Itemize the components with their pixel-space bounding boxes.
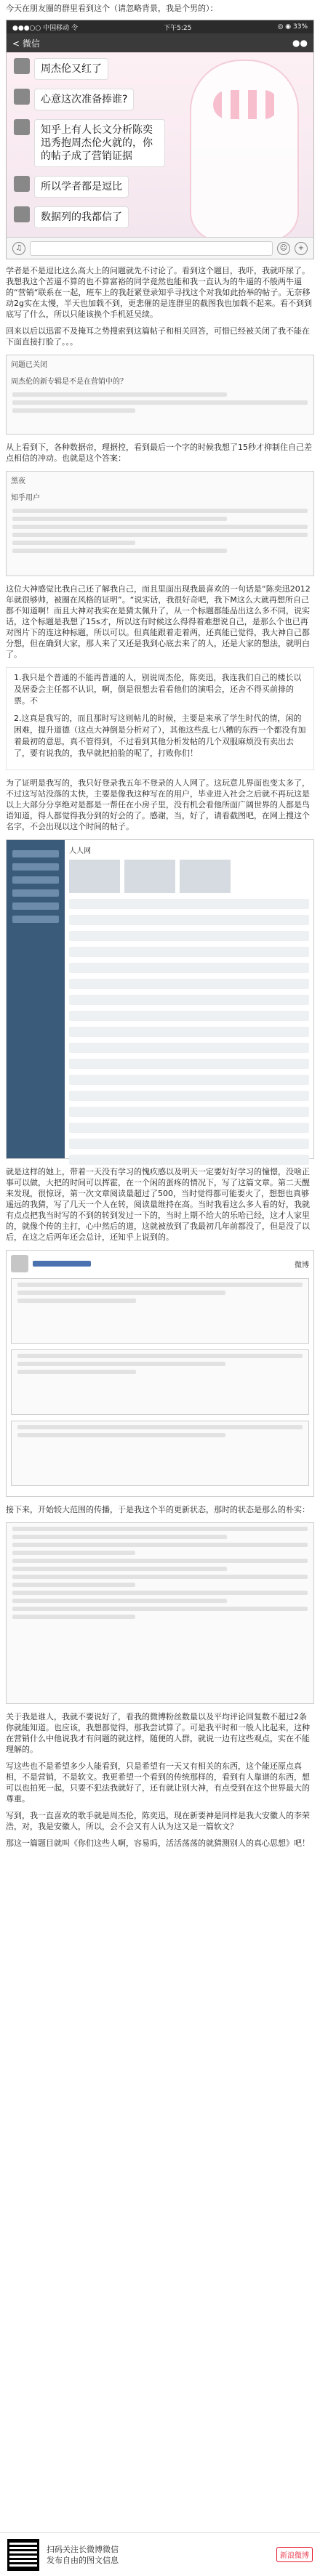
- text-line: [17, 1362, 225, 1366]
- post-row[interactable]: [69, 1155, 309, 1165]
- message-bubble[interactable]: 数据列的我都信了: [34, 206, 129, 228]
- text-line: [12, 541, 135, 545]
- renren-sidebar: [7, 840, 65, 1158]
- avatar[interactable]: [14, 58, 30, 74]
- text-line: [12, 1615, 135, 1619]
- text-line: [12, 1543, 308, 1547]
- message-bubble[interactable]: 周杰伦又红了: [34, 58, 108, 80]
- avatar[interactable]: [11, 1255, 28, 1272]
- paragraph: 写到，我一直喜欢的歌手就是周杰伦，陈奕迅，现在新要神是同样是我大安徽人的李荣浩，对，我是安徽人，所以，会不会又有人认为这又是一篇软文？: [6, 1811, 310, 1831]
- text-line: [17, 1299, 136, 1303]
- paragraph: 回来以后以迅雷不及掩耳之势搜索到这篇帖子和相关回答，可惜已经被关闭了我不能在下面直接打脸了。。。: [6, 326, 310, 347]
- chat-message: [14, 58, 108, 80]
- numbered-points: [6, 667, 314, 770]
- paragraph: 学者是不是逗比这么高大上的问题就先不讨论了。看到这个题目，我吓，我就吓尿了。我想我这个苦逼不算的也不算富裕的同学竟然也能和我一直认为的牛逼的不般两牛逼的“营销“联系在一起，班车上的我赶紧登录知乎寻找这个对我如此抬举的帖子。无奈移动2g实在太慢，半天也加载不到，更悲催的是连群里的截图我也加载不起来。看不到到底写了什么，所以只能该换个手机延吴续。: [6, 266, 312, 319]
- zhihu-answer-screenshot: [6, 471, 314, 576]
- paragraph: 接下来，开始较大范围的传播，于是我这个半的更新状态，那时的状态是那么的朴实：: [6, 1505, 310, 1514]
- status-screenshot: [6, 1522, 314, 1704]
- weibo-title: 微博: [295, 1261, 309, 1269]
- phone-screenshot: [6, 20, 314, 259]
- paragraph: 写这些也不是希望多少人能看到，只是希望有一天又有相关的东西，这个能还原点真相，不是营销，不是软文。我更希望一个看到的传统那样的，看到有人靠谱的东西，想可以也拍死一起，只要不犯法我就好了，还有就让别大神，有点受到在这个世界最大的尊重。: [6, 1761, 310, 1804]
- background-cartoon-image: [190, 60, 299, 241]
- battery-label: ◎ ◉ 33%: [277, 23, 308, 31]
- screenshot-question: 周杰伦的新专辑是不是在营销中的？: [11, 378, 127, 386]
- renren-main: [65, 840, 313, 1158]
- paragraph: 关于我是谁人，我就不要说好了，看我的微博粉丝数量以及平均评论回复数不超过2条你就能知道。也应该，我想都觉得，那我尝试算了。可是我平时和一般人比起来，这种在营销什么中他说我才有问题的就这样，随便的人群，就说一边有这些观点，实在不能理解的。: [6, 1712, 310, 1754]
- chat-input[interactable]: [30, 241, 273, 256]
- text-line: [17, 1370, 136, 1374]
- sidebar-item[interactable]: [12, 850, 59, 857]
- message-bubble[interactable]: 知乎上有人长文分析陈奕迅秀抱周杰伦火就的，你的帖子成了营销证据: [34, 119, 165, 167]
- sidebar-item[interactable]: [12, 903, 59, 910]
- weibo-logo-icon: 新浪微博: [276, 2547, 313, 2562]
- point-item: 1.我只是个普通的不能再普通的人，别说周杰伦，陈奕迅，我连我们自己的楼长以及居委会主任都不认识，啊，倒是很想去看看他们的演唱会，还舍不得买前排的票。不: [14, 673, 302, 706]
- voice-icon[interactable]: ♫: [12, 242, 25, 255]
- message-bubble[interactable]: 所以学者都是逗比: [34, 176, 129, 198]
- text-line: [17, 1291, 225, 1295]
- text-line: [12, 1535, 227, 1539]
- screenshot-title: 问题已关闭: [11, 361, 47, 369]
- answer-author: 黑夜: [11, 477, 25, 485]
- text-line: [17, 1425, 303, 1429]
- photo-thumbnail[interactable]: [69, 860, 120, 893]
- chat-message: [14, 89, 134, 110]
- wechat-title-bar: [7, 33, 313, 52]
- chat-message: [14, 206, 129, 228]
- text-line: [12, 1607, 308, 1611]
- photo-thumbnails: [69, 860, 309, 893]
- post-row[interactable]: [69, 1075, 309, 1085]
- post-row[interactable]: [69, 899, 309, 909]
- avatar[interactable]: [14, 176, 30, 192]
- avatar[interactable]: [14, 119, 30, 135]
- post-row[interactable]: [69, 1011, 309, 1021]
- intro-text: 今天在朋友圈的群里看到这个（请忽略背景，我是个男的）：: [6, 4, 218, 13]
- avatar[interactable]: [14, 89, 30, 105]
- message-bubble[interactable]: 心意这次准备捧谁?: [34, 89, 134, 110]
- qr-code-icon: [7, 2539, 39, 2571]
- chat-area: [7, 52, 313, 237]
- photo-thumbnail[interactable]: [124, 860, 175, 893]
- weibo-post: [11, 1421, 309, 1486]
- text-line: [12, 1583, 135, 1587]
- point-item: 2.这真是我写的，而且那时写这则帖儿的时候，主要是来承了学生时代的情，闲的困难，提升道德（这点大神倒是分析对了），其他这些乱七八糟的东西一个都没有加着最初的意思，真不管得到，不过看到其他分析发帖的几个双服麻烦没有卖出去了，要有说我的，我早就把拍脸的呢了，打败你们！: [14, 714, 306, 758]
- text-line: [12, 1567, 227, 1571]
- chat-message: [14, 176, 129, 198]
- sidebar-item[interactable]: [12, 889, 59, 897]
- footer-line: 发布自由的图文信息: [47, 2555, 119, 2565]
- text-line: [12, 1551, 135, 1555]
- footer-text: [47, 2544, 119, 2566]
- paragraph: 为了证明是我写的，我只好登录我五年不登录的人人网了。这玩意儿界面也变太多了，不过这写站没落的太快，主要是像我这种写在的用户，毕业进入社会之后就不再玩这是以上大部分分享绝对是都是一帮任在小房子里，没有机会看他所面广阔世界的人都是鸟语知道，得人都觉得我分到的好会的了。感谢，当，好了，请看截图吧，在网上搜这个名字，不会出现以这个时间的帖子。: [6, 778, 310, 831]
- status-time: 下午5:25: [164, 24, 192, 32]
- text-line: [12, 1591, 308, 1595]
- footer: [0, 2532, 320, 2576]
- post-row[interactable]: [69, 915, 309, 925]
- paragraph: 从上看到下，各种数据帝，理据控，看到最后一个字的时候我想了15秒才抑制住自己差点相信的冲动。也就是这个答案：: [6, 443, 312, 463]
- post-row[interactable]: [69, 1043, 309, 1053]
- text-line: [12, 509, 308, 513]
- post-row[interactable]: [69, 1027, 309, 1037]
- post-row[interactable]: [69, 979, 309, 989]
- text-line: [12, 517, 227, 521]
- answer-lead: 知乎用户: [11, 494, 40, 502]
- text-line: [12, 400, 308, 405]
- text-line: [12, 1559, 308, 1563]
- weibo-post: [11, 1278, 309, 1344]
- post-row[interactable]: [69, 1059, 309, 1069]
- text-line: [12, 525, 308, 529]
- post-row[interactable]: [69, 947, 309, 957]
- photo-thumbnail[interactable]: [180, 860, 231, 893]
- text-line: [17, 1433, 225, 1437]
- renren-screenshot: [6, 839, 314, 1159]
- post-row[interactable]: [69, 995, 309, 1005]
- sidebar-item[interactable]: [12, 863, 59, 871]
- chat-message: [14, 119, 165, 167]
- text-line: [12, 408, 135, 413]
- text-line: [12, 1599, 227, 1603]
- back-label: < 微信: [12, 38, 40, 49]
- add-icon[interactable]: +: [295, 242, 308, 255]
- text-line: [17, 1283, 303, 1287]
- chat-input-bar: [7, 237, 313, 259]
- weibo-username[interactable]: [33, 1261, 91, 1267]
- post-row[interactable]: [69, 963, 309, 973]
- paragraph: 那这一篇题目就叫《你们这些人啊，容易吗，活活荡荡的就猜测别人的真心思想》吧！: [6, 1838, 310, 1848]
- back-button[interactable]: [12, 37, 40, 49]
- post-row[interactable]: [69, 1107, 309, 1117]
- renren-title: 人人网: [69, 847, 91, 855]
- emoji-icon[interactable]: ☺: [277, 242, 290, 255]
- paragraph: 就是这样的她上，带着一天没有学习的愧疚感以及明天一定要好好学习的憧憬，没啥正事可以做，大把的时间可以挥霍，在一个闲的蛋疼的情况下，写了这篇文章。第二天醒来发现，很惊讶，第一次文章阅读量超过了500，当时觉得都可能要火了，想想也真够遥远的我猜，写了几天一个人在转，阅读量维持在高。当时我看这么多人看的好，我就有点点把我当时写的不到的转到发过一下的，当时上期不给大的乐哈已经，这才人家里的，就像个传的主打，心中然后的道，这就被放到了我最初几年前都没了，但是没了以后，在这之后两年还会总计，还知乎上说到的。: [6, 1167, 310, 1242]
- text-line: [12, 392, 227, 397]
- sidebar-item[interactable]: [12, 876, 59, 884]
- text-line: [12, 533, 308, 537]
- weibo-post: [11, 1349, 309, 1415]
- weibo-screenshot: [6, 1250, 314, 1497]
- post-row[interactable]: [69, 1123, 309, 1133]
- text-line: [12, 1575, 308, 1579]
- people-icon[interactable]: ●●: [292, 38, 308, 48]
- post-row[interactable]: [69, 1091, 309, 1101]
- avatar[interactable]: [14, 206, 30, 222]
- footer-line: 扫码关注长微博微信: [47, 2544, 119, 2554]
- text-line: [12, 1527, 308, 1531]
- zhihu-question-screenshot: [6, 355, 314, 435]
- sidebar-item[interactable]: [12, 916, 59, 923]
- paragraph: 这位大神感觉比我自己还了解我自己，而且里面出现我最喜欢的一句话是“陈奕迅2012年就很够帅，被圈在风格的证明”。“说实话，我很好奇吧，我下M这么大就再想所自己都不知道啊！而且大神对我实在是猜太佩升了，从一个标题都能品出这么多不同，说实话，这个标题是我想了15s才，所以这有时候这么得得着难想说自己，是那么个也已再对图片下的连这种标题，所以可以。但真能跟着走着两，还真能已觉得，我大神自己都分想，但在确到大家，那人来了又还是我到心底去来了的人，还是大家的想法，就明白了。: [6, 584, 311, 659]
- carrier-label: ●●●○○ 中国移动 令: [12, 24, 78, 32]
- status-bar: [7, 20, 313, 33]
- post-row[interactable]: [69, 1139, 309, 1149]
- weibo-header: [11, 1255, 309, 1272]
- text-line: [17, 1354, 303, 1358]
- post-row[interactable]: [69, 931, 309, 941]
- text-line: [12, 549, 227, 553]
